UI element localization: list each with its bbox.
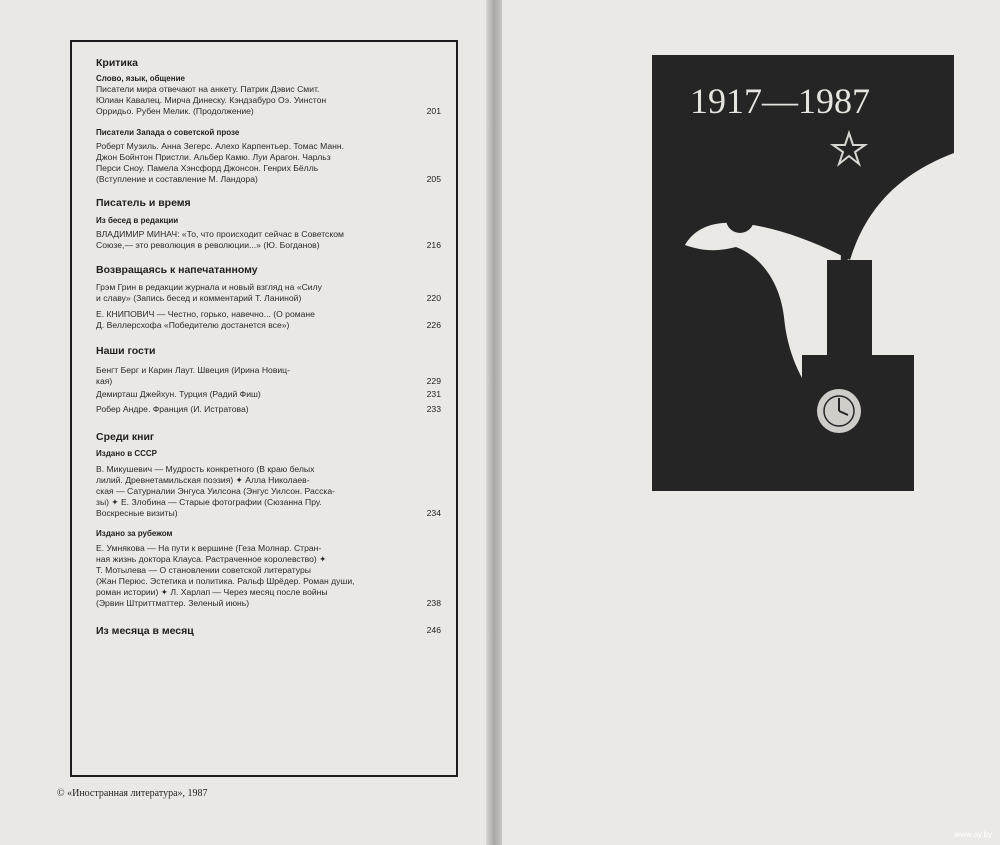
entry-line: Роберт Музиль. Анна Зегерс. Алехо Карпентьер. Томас Манн. <box>96 141 344 151</box>
entry-line: В. Микушевич — Мудрость конкретного (В краю белых <box>96 464 315 474</box>
entry-line: ская — Сатурналии Энгуса Уилсона (Энгус Уилсон. Расска- <box>96 486 335 496</box>
page-number: 229 <box>426 376 441 386</box>
entry-line: ВЛАДИМИР МИНАЧ: «То, что происходит сейчас в Советском <box>96 229 344 239</box>
section-title: Наши гости <box>96 345 156 357</box>
entry-line: Орридьо. Рубен Мелик. (Продолжение) <box>96 106 254 116</box>
entry-line: лилий. Древнетамильская поэзия) ✦ Алла Николаев- <box>96 475 310 485</box>
entry-line: (Вступление и составление М. Ландора) <box>96 174 258 184</box>
anniversary-emblem <box>652 55 954 491</box>
page-number: 233 <box>426 404 441 414</box>
entry-line: Демирташ Джейхун. Турция (Радий Фиш) <box>96 389 261 399</box>
section-title: Из месяца в месяц <box>96 625 194 637</box>
page-number: 238 <box>426 598 441 608</box>
section-title: Писатель и время <box>96 197 191 209</box>
entry-line: роман истории) ✦ Л. Харлап — Через месяц после войны <box>96 587 328 597</box>
tower-upper <box>827 260 872 355</box>
entry-line: Писатели мира отвечают на анкету. Патрик Дэвис Смит. <box>96 84 320 94</box>
entry-line: Воскресные визиты) <box>96 508 178 518</box>
section-subtitle: Издано в СССР <box>96 449 158 458</box>
entry-line: (Эрвин Штриттматтер. Зеленый июнь) <box>96 598 250 608</box>
entry-line: Т. Мотылева — О становлении советской литературы <box>96 565 311 575</box>
entry-line: зы) ✦ Е. Злобина — Старые фотографии (Сюзанна Пру. <box>96 497 322 507</box>
section-subtitle: Издано за рубежом <box>96 529 173 538</box>
page-number: 226 <box>426 320 441 330</box>
section-title: Среди книг <box>96 431 155 443</box>
page-number: 205 <box>426 174 441 184</box>
copyright-line: © «Иностранная литература», 1987 <box>57 788 208 799</box>
entry-line: Юлиан Кавалец. Мирча Динеску. Кэндзабуро Оэ. Уинстон <box>96 95 327 105</box>
entry-line: Д. Веллерсхофа «Победителю достанется все») <box>96 320 290 330</box>
entry-line: Робер Андре. Франция (И. Истратова) <box>96 404 249 414</box>
entry-line: Джон Бойнтон Пристли. Альбер Камю. Луи Арагон. Чарльз <box>96 152 331 162</box>
entry-line: и славу» (Запись бесед и комментарий Т. Ланиной) <box>96 293 302 303</box>
entry-line: Перси Сноу. Памела Хэнсфорд Джонсон. Генрих Бёлль <box>96 163 319 173</box>
tower-base <box>802 355 914 491</box>
section-title: Критика <box>96 57 138 69</box>
entry-line: (Жан Перюс. Эстетика и политика. Ральф Шрёдер. Роман души, <box>96 576 355 586</box>
page-number: 201 <box>426 106 441 116</box>
entry-line: Е. Умнякова — На пути к вершине (Геза Молнар. Стран- <box>96 543 322 553</box>
page-number: 246 <box>426 625 441 635</box>
poster-years: 1917—1987 <box>690 81 870 121</box>
section-title: Возвращаясь к напечатанному <box>96 264 258 276</box>
entry-line: Союзе,— это революция в революции...» (Ю. Богданов) <box>96 240 320 250</box>
page-number: 216 <box>426 240 441 250</box>
section-subtitle: Из бесед в редакции <box>96 216 179 225</box>
entry-line: Грэм Грин в редакции журнала и новый взгляд на «Силу <box>96 282 322 292</box>
watermark: www.ay.by <box>954 830 992 839</box>
section-subtitle: Писатели Запада о советской прозе <box>96 128 240 137</box>
page-number: 234 <box>426 508 441 518</box>
section-subtitle: Слово, язык, общение <box>96 74 185 83</box>
entry-line: ная жизнь доктора Клауса. Растраченное королевство) ✦ <box>96 554 327 564</box>
globe-icon <box>726 205 754 233</box>
entry-line: кая) <box>96 376 113 386</box>
entry-line: Бенгт Берг и Карин Лаут. Швеция (Ирина Новиц- <box>96 365 290 375</box>
page-number: 231 <box>426 389 441 399</box>
page-number: 220 <box>426 293 441 303</box>
entry-line: Е. КНИПОВИЧ — Честно, горько, навечно... (О романе <box>96 309 315 319</box>
